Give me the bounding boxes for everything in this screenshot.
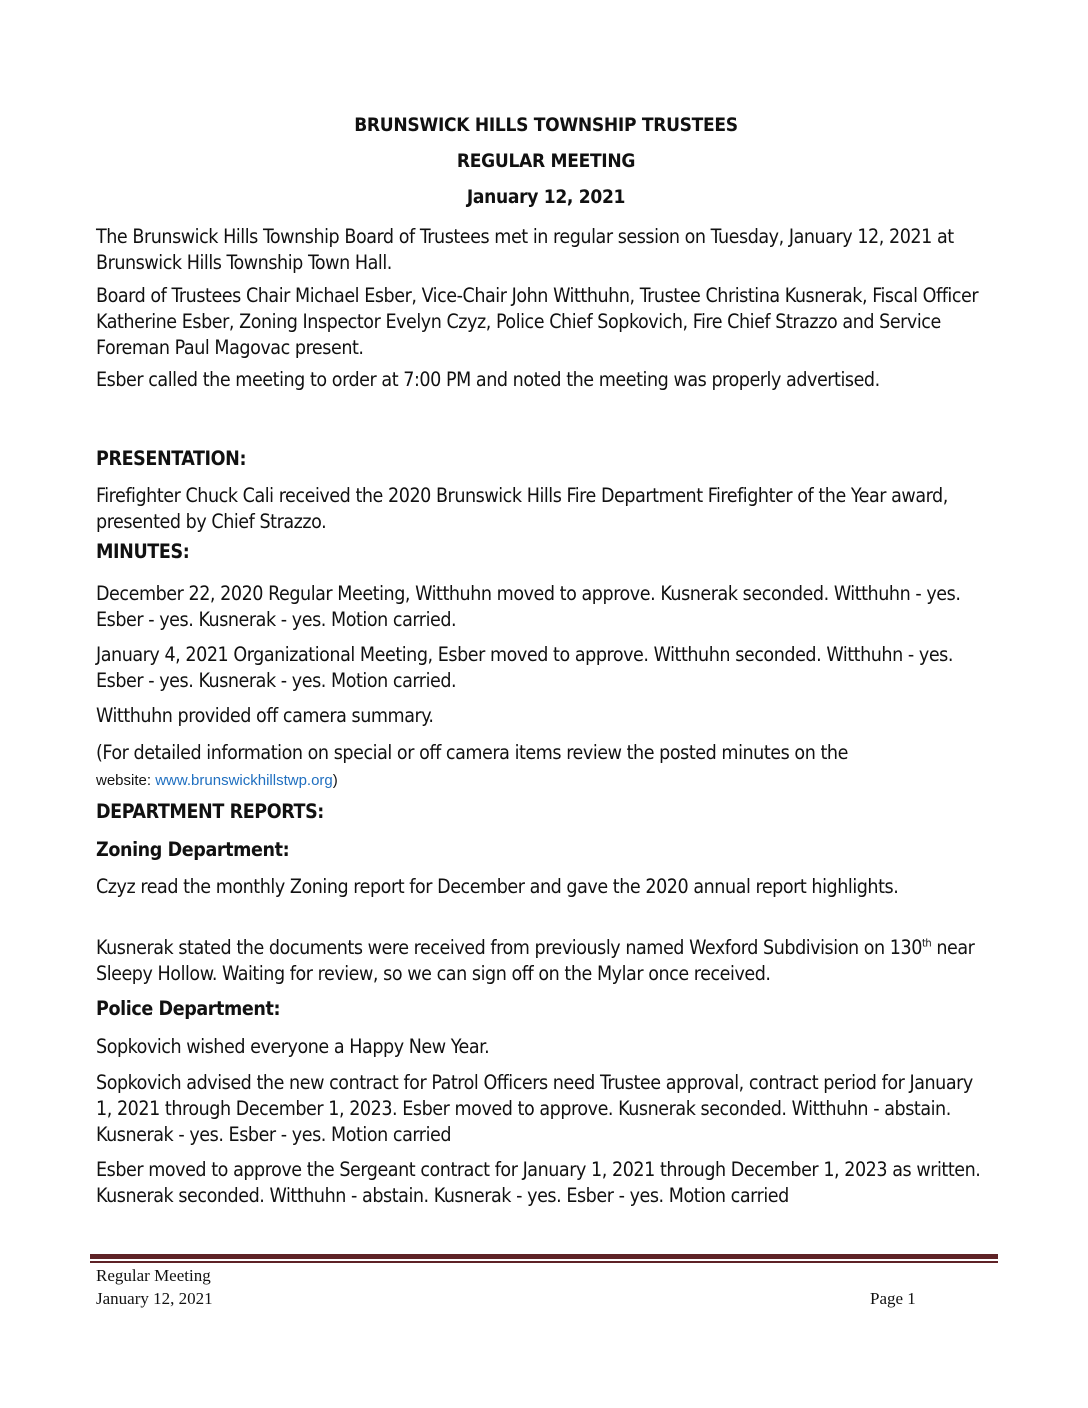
police-heading: Police Department: [96, 997, 281, 1020]
footer-page-number: Page 1 [870, 1289, 916, 1308]
zoning-p1: Czyz read the monthly Zoning report for December and gave the 2020 annual report highlights. [96, 875, 899, 898]
minutes-note [96, 740, 986, 794]
minutes-note-prefix: (For detailed information on special or off camera items review the posted minutes on the [96, 741, 848, 764]
minutes-item: Witthuhn provided off camera summary. [96, 704, 434, 727]
footer-meeting-type: Regular Meeting [96, 1266, 211, 1285]
intro-session: The Brunswick Hills Township Board of Trustees met in regular session on Tuesday, January 12, 2021 at Brunswick Hills Township Town Hall. [96, 225, 954, 274]
department-reports-heading: DEPARTMENT REPORTS: [96, 800, 324, 823]
minutes-note-website-label: website: [96, 772, 156, 789]
zoning-p2 [96, 935, 986, 987]
website-link[interactable]: www.brunswickhillstwp.org [155, 772, 333, 789]
minutes-note-suffix: ) [332, 772, 338, 789]
intro-attendance: Board of Trustees Chair Michael Esber, Vice-Chair John Witthuhn, Trustee Christina Kusnerak, Fiscal Officer Katherine Esber, Zoning Inspector Evelyn Czyz, Police Chief Sopkovich, Fire Chief Strazzo and Service Foreman Paul Magovac present. [96, 284, 979, 359]
zoning-heading: Zoning Department: [96, 838, 290, 861]
minutes-item: December 22, 2020 Regular Meeting, Witthuhn moved to approve. Kusnerak seconded. Witthuhn - yes. Esber - yes. Kusnerak - yes. Motion carried. [96, 582, 961, 631]
footer-rule [90, 1254, 998, 1259]
minutes-heading: MINUTES: [96, 540, 190, 563]
minutes-item: January 4, 2021 Organizational Meeting, Esber moved to approve. Witthuhn seconded. Witthuhn - yes. Esber - yes. Kusnerak - yes. Motion carried. [96, 643, 953, 692]
footer-rule-thin [90, 1261, 998, 1263]
presentation-text: Firefighter Chuck Cali received the 2020 Brunswick Hills Fire Department Firefighter of the Year award, presented by Chief Strazzo. [96, 484, 948, 533]
document-date: January 12, 2021 [466, 186, 626, 208]
document-title: BRUNSWICK HILLS TOWNSHIP TRUSTEES [354, 114, 738, 136]
police-p1: Sopkovich wished everyone a Happy New Year. [96, 1035, 490, 1058]
zoning-p2-b: near Sleepy Hollow. Waiting for review, so we can sign off on the Mylar once received. [96, 936, 975, 985]
police-p2: Sopkovich advised the new contract for Patrol Officers need Trustee approval, contract period for January 1, 2021 through December 1, 2023. Esber moved to approve. Kusnerak seconded. Witthuhn - abstain. Kusnerak - yes. Esber - yes. Motion carried [96, 1071, 973, 1146]
police-p3: Esber moved to approve the Sergeant contract for January 1, 2021 through December 1, 2023 as written. Kusnerak seconded. Witthuhn - abstain. Kusnerak - yes. Esber - yes. Motion carried [96, 1158, 981, 1207]
intro-call-to-order: Esber called the meeting to order at 7:00 PM and noted the meeting was properly advertised. [96, 368, 880, 391]
document-subtitle: REGULAR MEETING [456, 150, 636, 172]
footer-date: January 12, 2021 [96, 1289, 213, 1308]
presentation-heading: PRESENTATION: [96, 447, 247, 470]
zoning-p2-a: Kusnerak stated the documents were received from previously named Wexford Subdivision on 130 [96, 936, 922, 959]
zoning-p2-sup: th [921, 936, 932, 950]
